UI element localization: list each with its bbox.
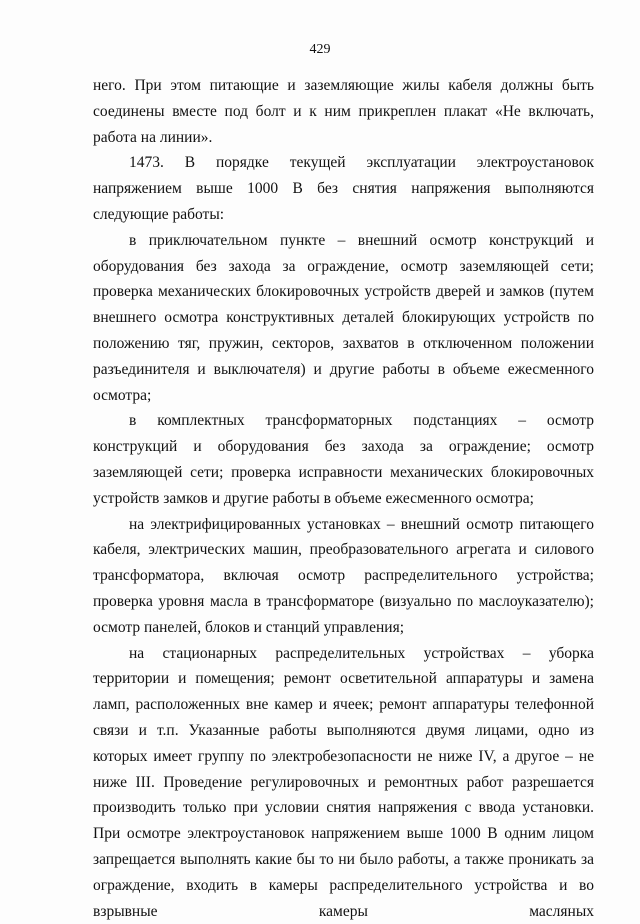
paragraph-stationary-switchgear: на стационарных распределительных устройствах – уборка территории и помещения; ремонт осветительной аппаратуры и замена ламп, расположенных вне камер и ячеек; ремонт аппаратуры телефонной связи и т.п. Указанные работы выполняются двумя лицами, одно из которых имеет группу по электробезопасности не ниже IV, а другое – не ниже III. Проведение регулировочных и ремонтных работ разрешается производить только при условии снятия напряжения с ввода установки. При осмотре электроустановок напряжением выше 1000 В одним лицом запрещается выполнять какие бы то ни было работы, а также проникать за ограждение, входить в камеры распределительного устройства и во взрывные камеры масляных (93, 644, 594, 920)
paragraph-switching-point: в приключательном пункте – внешний осмотр конструкций и оборудования без захода за ограждение, осмотр заземляющей сети; проверка механических блокировочных устройств дверей и замков (путем внешнего осмотра конструктивных деталей блокирующих устройств по положению тяг, пружин, секторов, захватов в отключенном положении разъединителя и выключателя) и другие работы в объеме ежесменного осмотра; (93, 231, 594, 404)
paragraph-electrified-installations: на электрифицированных установках – внешний осмотр питающего кабеля, электрических машин, преобразовательного агрегата и силового трансформатора, включая осмотр распределительного устройства; проверка уровня масла в трансформаторе (визуально по маслоуказателю); осмотр панелей, блоков и станций управления; (93, 515, 594, 636)
paragraph-transformer-substations: в комплектных трансформаторных подстанциях – осмотр конструкций и оборудования без захода за ограждение; осмотр заземляющей сети; проверка исправности механических блокировочных устройств замков и другие работы в объеме ежесменного осмотра; (93, 412, 594, 507)
page-number: 429 (309, 42, 331, 57)
body-text (93, 73, 594, 924)
paragraph-continuation: него. При этом питающие и заземляющие жилы кабеля должны быть соединены вместе под болт и к ним прикреплен плакат «Не включать, работа на линии». (93, 77, 594, 146)
paragraph-1473: 1473. В порядке текущей эксплуатации электроустановок напряжением выше 1000 В без снятия напряжения выполняются следующие работы: (93, 154, 594, 223)
